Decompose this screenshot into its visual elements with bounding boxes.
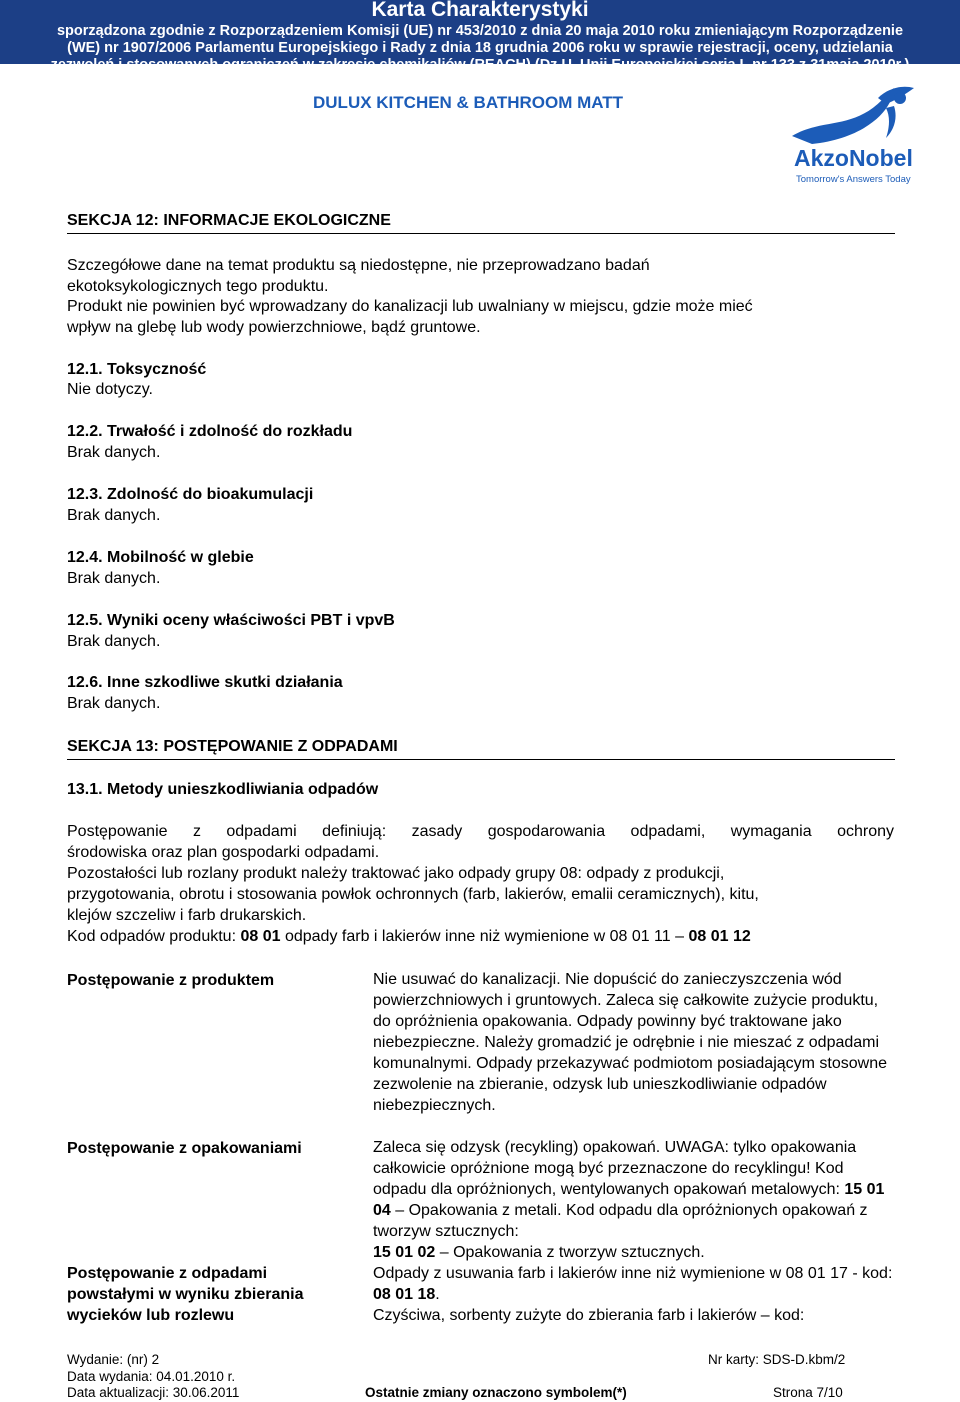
subsection-12-6-heading: 12.6. Inne szkodliwe skutki działania [67, 674, 343, 691]
packaging-text-part-3: – Opakowania z tworzyw sztucznych. [435, 1244, 705, 1261]
section-12-heading: SEKCJA 12: INFORMACJE EKOLOGICZNE [67, 212, 391, 229]
section-12-intro-line-3: Produkt nie powinien być wprowadzany do kanalizacji lub uwalniany w miejscu, gdzie może mieć [67, 298, 753, 315]
packaging-handling-label: Postępowanie z opakowaniami [67, 1140, 302, 1157]
header-regulation-line-2: (WE) nr 1907/2006 Parlamentu Europejskiego i Rady z dnia 18 grudnia 2006 roku w sprawie rejestracji, oceny, udzielania [67, 40, 893, 56]
akzonobel-logo [782, 78, 932, 188]
spill-waste-label: Postępowanie z odpadami powstałymi w wyniku zbierania wycieków lub rozlewu [67, 1265, 304, 1324]
section-13-heading: SEKCJA 13: POSTĘPOWANIE Z ODPADAMI [67, 738, 398, 755]
subsection-12-5-heading: 12.5. Wyniki oceny właściwości PBT i vpvB [67, 612, 395, 629]
waste-para-2-line-2: przygotowania, obrotu i stosowania powłok ochronnych (farb, lakierów, emalii ceramicznych), kitu, [67, 886, 759, 903]
waste-para-1-line-2: środowiska oraz plan gospodarki odpadami. [67, 844, 380, 861]
subsection-12-6-text: Brak danych. [67, 695, 161, 712]
footer-changes-note: Ostatnie zmiany oznaczono symbolem(*) [365, 1385, 627, 1400]
footer-update-date: Data aktualizacji: 30.06.2011 [67, 1385, 240, 1400]
waste-code-group: 08 01 [240, 928, 281, 945]
spill-waste-text [373, 1263, 893, 1326]
header-regulation-line-1: sporządzona zgodnie z Rozporządzeniem Komisji (UE) nr 453/2010 z dnia 20 maja 2010 roku zmieniającym Rozporządzenie [56, 23, 904, 39]
waste-code-description: odpady farb i lakierów inne niż wymienione w 08 01 11 – [280, 928, 689, 945]
product-handling-label: Postępowanie z produktem [67, 972, 275, 989]
section-12-intro-line-2: ekotoksykologicznych tego produktu. [67, 278, 329, 295]
header-regulation-line-3: zezwoleń i stosowanych ograniczeń w zakresie chemikaliów (REACH) (Dz.U. Unii Europejskiej seria L nr 133 z 31maja 2010r.) [50, 57, 910, 73]
document-title: Karta Charakterystyki [371, 0, 589, 21]
subsection-12-4-heading: 12.4. Mobilność w glebie [67, 549, 254, 566]
waste-code-prefix: Kod odpadów produktu: [67, 928, 241, 945]
packaging-plastic-code: 15 01 02 [373, 1244, 436, 1261]
packaging-handling-text [373, 1137, 893, 1263]
spill-text-part-1: Odpady z usuwania farb i lakierów inne niż wymienione w 08 01 17 - kod: [373, 1265, 893, 1282]
waste-para-2-line-1: Pozostałości lub rozlany produkt należy traktować jako odpady grupy 08: odpady z produkcji, [67, 865, 725, 882]
spill-text-part-2: . [435, 1286, 440, 1303]
packaging-text-part-1: Zaleca się odzysk (recykling) opakowań. UWAGA: tylko opakowania całkowicie opróżnione mogą być przeznaczone do recyklingu! Kod odpadu dla opróżnionych, wentylowanych opakowań metalowych: [373, 1139, 857, 1198]
packaging-text-part-2: – Opakowania z metali. Kod odpadu dla opróżnionych opakowań z tworzyw sztucznych: [373, 1202, 868, 1240]
subsection-12-4-text: Brak danych. [67, 570, 161, 587]
section-12-intro-line-1: Szczegółowe dane na temat produktu są niedostępne, nie przeprowadzano badań [67, 257, 650, 274]
subsection-12-2-heading: 12.2. Trwałość i zdolność do rozkładu [67, 423, 353, 440]
section-12-intro-line-4: wpływ na glebę lub wody powierzchniowe, bądź gruntowe. [67, 319, 481, 336]
subsection-13-1-heading: 13.1. Metody unieszkodliwiania odpadów [67, 781, 379, 798]
footer-card-number: Nr karty: SDS-D.kbm/2 [708, 1352, 846, 1367]
subsection-12-1-heading: 12.1. Toksyczność [67, 361, 207, 378]
packaging-metal-code: 15 01 04 [373, 1181, 885, 1219]
waste-para-1-line-1: Postępowanie z odpadami definiują: zasady gospodarowania odpadami, wymagania ochrony [67, 823, 894, 840]
footer-edition: Wydanie: (nr) 2 [67, 1352, 160, 1367]
akzonobel-logo-icon [782, 78, 932, 188]
footer-issue-date: Data wydania: 04.01.2010 r. [67, 1369, 236, 1384]
waste-para-2-line-3: klejów szczeliw i farb drukarskich. [67, 907, 307, 924]
section-12-rule [67, 233, 895, 234]
section-13-rule [67, 759, 895, 760]
product-handling-text: Nie usuwać do kanalizacji. Nie dopuścić do zanieczyszczenia wód powierzchniowych i gruntowych. Zaleca się całkowite zużycie produktu, do opróżnienia opakowania. Odpady powinny być traktowane jako niebezpieczne. Należy gromadzić je odrębnie i nie mieszać z odpadami komunalnymi. Odpady przekazywać podmiotom posiadającym stosowne zezwolenie na zbieranie, odzysk lub unieszkodliwianie odpadów niebezpiecznych. [373, 971, 888, 1114]
spill-waste-code: 08 01 18 [373, 1286, 436, 1303]
subsection-12-1-text: Nie dotyczy. [67, 381, 153, 398]
product-name: DULUX KITCHEN & BATHROOM MATT [313, 93, 624, 112]
subsection-12-2-text: Brak danych. [67, 444, 161, 461]
svg-text:Tomorrow's Answers Today: Tomorrow's Answers Today [796, 174, 911, 185]
spill-text-part-3: Czyściwa, sorbenty zużyte do zbierania farb i lakierów – kod: [373, 1307, 805, 1324]
subsection-12-3-heading: 12.3. Zdolność do bioakumulacji [67, 486, 314, 503]
subsection-12-3-text: Brak danych. [67, 507, 161, 524]
waste-code-number: 08 01 12 [688, 928, 751, 945]
document-header [0, 0, 960, 73]
subsection-12-5-text: Brak danych. [67, 633, 161, 650]
footer-page-number: Strona 7/10 [773, 1385, 843, 1400]
waste-code-line [67, 928, 751, 946]
svg-text:AkzoNobel: AkzoNobel [794, 145, 913, 171]
